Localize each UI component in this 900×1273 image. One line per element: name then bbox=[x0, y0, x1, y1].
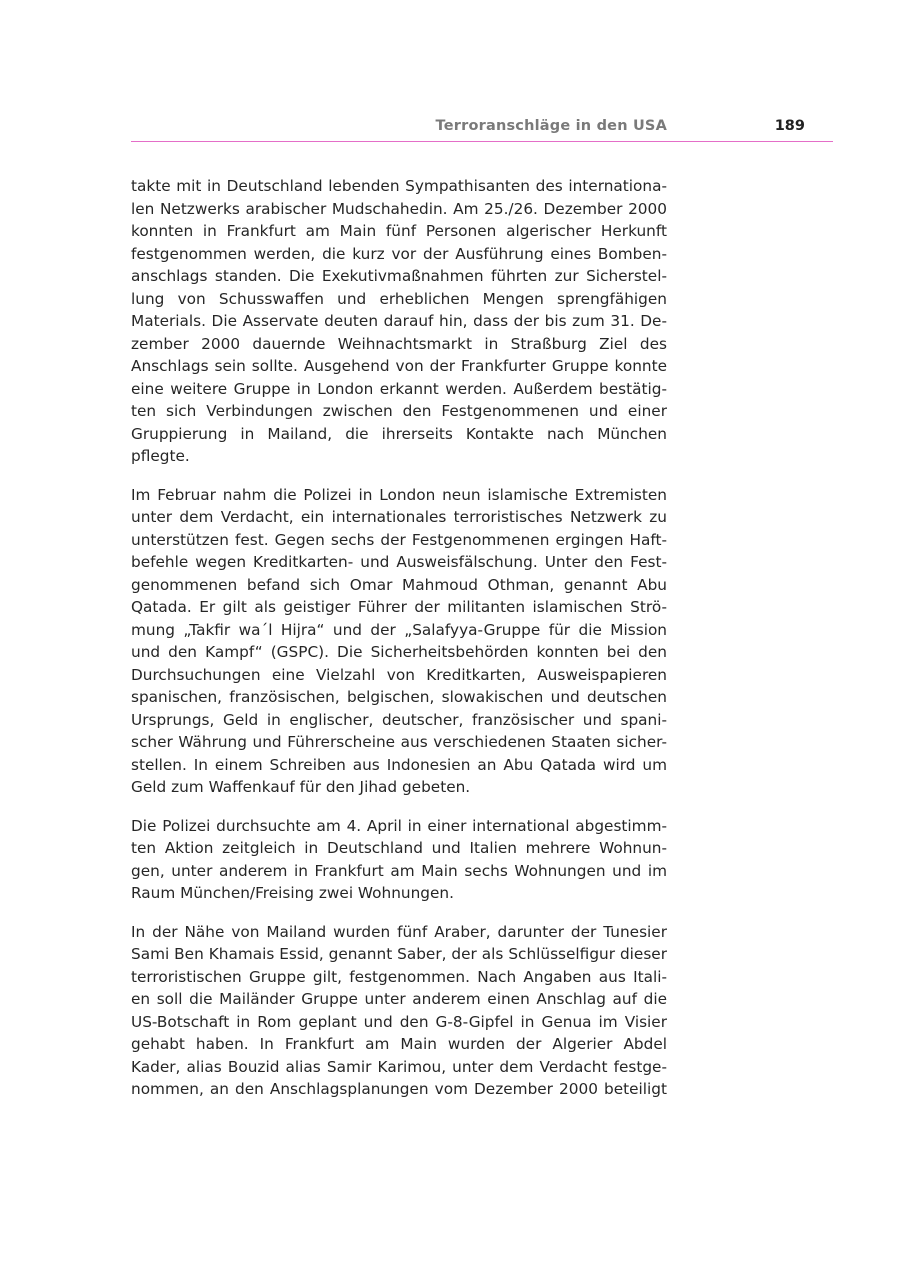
text-line: unterstützen fest. Gegen sechs der Festgenommenen ergingen Haft- bbox=[131, 530, 667, 549]
text-line: unter dem Verdacht, ein internationales terroristisches Netzwerk zu bbox=[131, 508, 667, 526]
text-line: festgenommen werden, die kurz vor der Ausführung eines Bomben- bbox=[131, 244, 667, 263]
text-line: lung von Schusswaffen und erheblichen Mengen sprengfähigen bbox=[131, 289, 667, 308]
paragraph bbox=[131, 921, 667, 1101]
text-line: Die Polizei durchsuchte am 4. April in einer international abgestimm- bbox=[131, 816, 667, 835]
text-line: Anschlags sein sollte. Ausgehend von der Frankfurter Gruppe konnte bbox=[131, 357, 667, 375]
text-line: terroristischen Gruppe gilt, festgenommen. Nach Angaben aus Itali- bbox=[131, 967, 667, 986]
text-line: Kader, alias Bouzid alias Samir Karimou, unter dem Verdacht festge- bbox=[131, 1057, 667, 1076]
text-line: Qatada. Er gilt als geistiger Führer der militanten islamischen Strö- bbox=[131, 598, 667, 616]
text-line: len Netzwerks arabischer Mudschahedin. Am 25./26. Dezember 2000 bbox=[131, 199, 667, 218]
text-line: befehle wegen Kreditkarten- und Ausweisfälschung. Unter den Fest- bbox=[131, 553, 667, 571]
text-line: stellen. In einem Schreiben aus Indonesien an Abu Qatada wird um bbox=[131, 755, 667, 774]
text-line: Sami Ben Khamais Essid, genannt Saber, der als Schlüsselfigur dieser bbox=[131, 945, 667, 963]
text-line: eine weitere Gruppe in London erkannt werden. Außerdem bestätig- bbox=[131, 379, 667, 398]
text-line: In der Nähe von Mailand wurden fünf Araber, darunter der Tunesier bbox=[131, 922, 667, 941]
text-line: konnten in Frankfurt am Main fünf Personen algerischer Herkunft bbox=[131, 222, 667, 240]
text-line: anschlags standen. Die Exekutivmaßnahmen führten zur Sicherstel- bbox=[131, 267, 667, 285]
text-line: ten sich Verbindungen zwischen den Festgenommenen und einer bbox=[131, 402, 667, 420]
text-line: takte mit in Deutschland lebenden Sympathisanten des internationa- bbox=[131, 177, 667, 195]
text-line: Raum München/Freising zwei Wohnungen. bbox=[131, 884, 454, 902]
text-line: gehabt haben. In Frankfurt am Main wurden der Algerier Abdel bbox=[131, 1035, 667, 1053]
running-header bbox=[131, 118, 833, 142]
text-line: Durchsuchungen eine Vielzahl von Kreditkarten, Ausweispapieren bbox=[131, 665, 667, 684]
text-line: Im Februar nahm die Polizei in London neun islamische Extremisten bbox=[131, 485, 667, 504]
text-line: Geld zum Waffenkauf für den Jihad gebeten. bbox=[131, 778, 471, 796]
text-line: Gruppierung in Mailand, die ihrerseits Kontakte nach München bbox=[131, 424, 667, 443]
body-text bbox=[131, 175, 667, 1117]
text-line: en soll die Mailänder Gruppe unter anderem einen Anschlag auf die bbox=[131, 990, 667, 1008]
text-line: ten Aktion zeitgleich in Deutschland und Italien mehrere Wohnun- bbox=[131, 839, 667, 857]
text-line: und den Kampf“ (GSPC). Die Sicherheitsbehörden konnten bei den bbox=[131, 643, 667, 661]
text-line: zember 2000 dauernde Weihnachtsmarkt in Straßburg Ziel des bbox=[131, 334, 667, 353]
text-line: gen, unter anderem in Frankfurt am Main sechs Wohnungen und im bbox=[131, 861, 667, 880]
text-line: scher Währung und Führerscheine aus verschiedenen Staaten sicher- bbox=[131, 733, 667, 751]
text-line: mung „Takfir wa´l Hijra“ und der „Salafyya-Gruppe für die Mission bbox=[131, 620, 667, 639]
text-line: Ursprungs, Geld in englischer, deutscher, französischer und spani- bbox=[131, 710, 667, 729]
paragraph bbox=[131, 175, 667, 468]
paragraph bbox=[131, 484, 667, 799]
header-rule bbox=[131, 141, 833, 142]
text-line: nommen, an den Anschlagsplanungen vom Dezember 2000 beteiligt bbox=[131, 1080, 667, 1098]
text-line: genommenen befand sich Omar Mahmoud Othman, genannt Abu bbox=[131, 575, 667, 594]
text-line: US-Botschaft in Rom geplant und den G-8-Gipfel in Genua im Visier bbox=[131, 1012, 667, 1031]
text-line: Materials. Die Asservate deuten darauf hin, dass der bis zum 31. De- bbox=[131, 312, 667, 330]
running-header-title: Terroranschläge in den USA bbox=[435, 118, 667, 134]
text-line: spanischen, französischen, belgischen, slowakischen und deutschen bbox=[131, 688, 667, 706]
text-line: pflegte. bbox=[131, 447, 190, 465]
paragraph bbox=[131, 815, 667, 905]
page-number: 189 bbox=[774, 118, 805, 134]
